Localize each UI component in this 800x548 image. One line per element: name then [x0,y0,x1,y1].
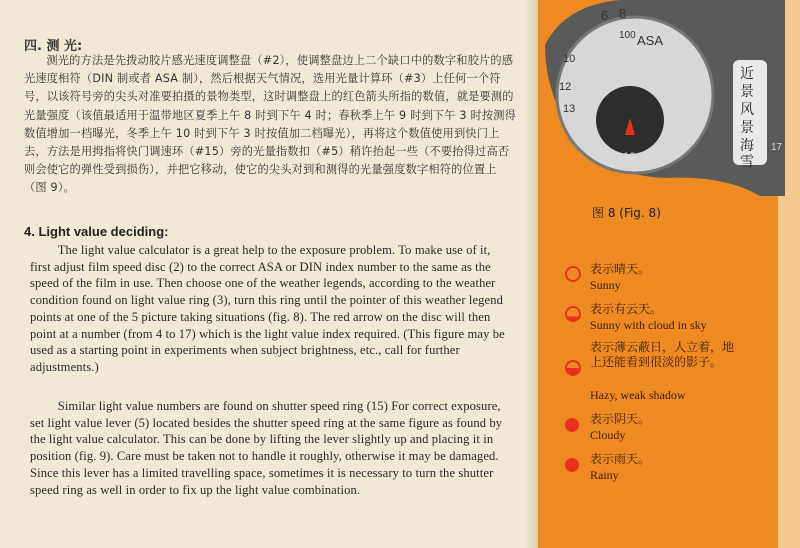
figure-caption: 图 8 (Fig. 8) [592,206,661,220]
sunny-icon [565,266,581,282]
rainy-icon [565,458,579,472]
dial-number: 16 [623,151,636,163]
dial-number: 13 [563,103,576,115]
dial-number: 100 [619,30,636,41]
weather-legend-cn: 表示阴天。 [590,412,651,426]
dial-number: 6 [601,8,609,23]
dial-char: 景 [740,84,754,100]
dial-number: 10 [563,53,576,65]
chinese-section-title: 四. 测 光: [24,39,83,54]
dial-char: 近 [740,66,754,82]
weather-legend-cn: 表示晴天。 [590,262,651,276]
weather-legend-en: Hazy, weak shadow [590,388,686,402]
dial-char: 雪 [740,154,754,170]
dial-char: 海 [740,138,754,154]
english-section-heading: 4. Light value deciding: [24,224,169,239]
weather-legend-en: Rainy [590,468,619,482]
dial-number: 8 [619,6,627,21]
dial-char: 景 [740,120,754,136]
dial-number: 12 [559,81,572,93]
weather-legend-cn: 表示雨天。 [590,452,651,466]
dial-number: 17 [771,142,783,153]
partly-cloudy-icon [565,306,581,322]
dial-char: 风 [740,102,754,118]
cloudy-icon [565,418,579,432]
weather-legend-cn: 表示薄云蔽日，人立着，地上还能看到很淡的影子。 [590,340,735,369]
english-paragraph-2: Similar light value numbers are found on shutter speed ring (15) For correct exposure, set light value lever (5) located besides the shutter speed ring at the same figure as found by the light value calculator. This can be done by lifting the lever slightly up and placing it in position (fig. 9). Care must be taken not to handle it roughly, otherwise it may be damaged. Since this lever has a limited travelling space, sometimes it is necessary to turn the shutter speed ring as well in order to fix up the light value combination. [30,399,503,497]
chinese-section-body: 测光的方法是先拨动胶片感光速度调整盘（#2），使调整盘边上二个缺口中的数字和胶片的感光速度相符（DIN 制或者 ASA 制），然后根据天气情况，选用光量计算环（#3）上任何一个符号，以该符号旁的尖头对准要拍摄的景物类型，这时调整盘上的红色箭头所指的数值，就是要测的光量强度（该值最适用于温带地区夏季上午 8 时到下午 4 时；春秋季上午 9 时到下午 3 时按测得数值增加一档曝光，冬季上午 10 时到下午 3 时按值加二档曝光），再将这个数值使用到快门上去，方法是用拇指将快门调速环（#15）旁的光量指数扣（#5）稍许抬起一些（不要抬得过高否则会使它的弹性受到损伤），并把它移动，使它的尖头对到和测得的光量强度数字相符的位置上（图 9）。 [24,54,517,195]
english-paragraph-1: The light value calculator is a great help to the exposure problem. To make use of it, first adjust film speed disc (2) to the correct ASA or DIN index number to the same as the speed of the film in use. Then choose one of the weather legends, according to the weather condition found on light value ring (3), turn this ring until the pointer of this weather legend points at one of the 5 picture taking situations (fig. 8). The red arrow on the disc will then point at a number (from 4 to 17) which is the light value index required. (This figure may be used as a starting point in experiments when subject brightness, etc., call for further adjustments.) [30,243,505,374]
weather-legend-en: Cloudy [590,428,626,442]
weather-legend-en: Sunny with cloud in sky [590,318,707,332]
light-value-dial-figure [545,0,785,196]
weather-legend-cn: 表示有云天。 [590,302,663,316]
dial-asa-label: ASA [637,33,664,48]
weather-ring-chars [733,60,767,170]
hazy-icon [565,360,581,376]
weather-legend-en: Sunny [590,278,621,292]
